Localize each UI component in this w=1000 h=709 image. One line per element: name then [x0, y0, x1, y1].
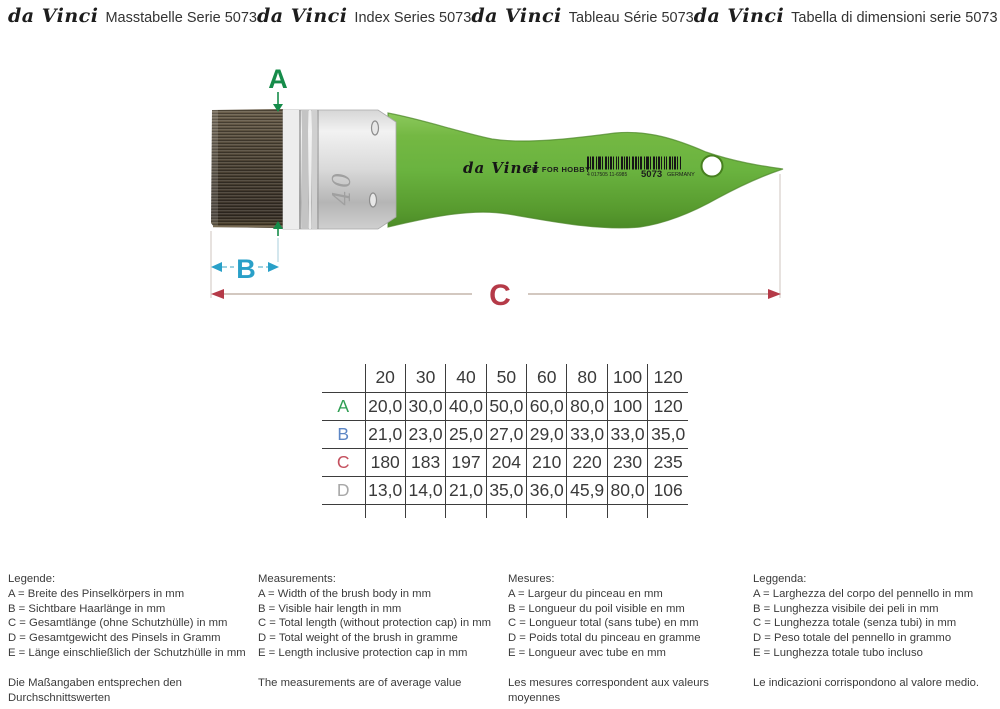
dim-a-label: A: [268, 64, 288, 94]
size-cell: 30,0: [405, 392, 445, 420]
legend-item: E = Longueur avec tube en mm: [508, 646, 666, 659]
handle-range-text: FIT FOR HOBBY: [527, 165, 591, 174]
dim-b-arrow-left-icon: [211, 262, 222, 272]
header-group-fr: [471, 5, 693, 27]
legend-item: E = Length inclusive protection cap in mm: [258, 646, 468, 659]
size-cell: 220: [567, 448, 607, 476]
size-cell: 35,0: [648, 420, 688, 448]
table-row-d: [322, 476, 688, 504]
size-cell: 13,0: [365, 476, 405, 504]
header-title-de: Masstabelle Serie 5073: [105, 10, 257, 26]
legend-note: Les mesures correspondent aux valeurs moyennes: [508, 676, 709, 704]
handle-origin-text: GERMANY: [667, 172, 695, 178]
legend-item: D = Poids total du pinceau en gramme: [508, 632, 701, 645]
size-cell: 120: [648, 392, 688, 420]
legend-item: D = Total weight of the brush in gramme: [258, 632, 458, 645]
size-cell: 36,0: [527, 476, 567, 504]
handle-series-text: 5073: [641, 169, 663, 180]
row-label-a: A: [322, 392, 365, 420]
legend-en: [258, 572, 498, 691]
ferrule-crimp-band: [283, 110, 299, 229]
size-cell: 197: [446, 448, 486, 476]
size-col-header: 120: [648, 364, 688, 392]
size-cell: 20,0: [365, 392, 405, 420]
legend-title: Mesures:: [508, 573, 555, 585]
legend-title: Measurements:: [258, 573, 336, 585]
size-col-header: 100: [607, 364, 647, 392]
dim-c-label: C: [489, 279, 511, 312]
brand-logo: da Vinci: [256, 5, 348, 27]
row-label-c: C: [322, 448, 365, 476]
table-row-c: [322, 448, 688, 476]
size-cell: 27,0: [486, 420, 526, 448]
header-bar: [0, 5, 1000, 27]
header-title-en: Index Series 5073: [354, 10, 472, 26]
legend-item: B = Longueur du poil visible en mm: [508, 602, 685, 615]
row-label-b: B: [322, 420, 365, 448]
legend-item: D = Gesamtgewicht des Pinsels in Gramm: [8, 632, 221, 645]
row-label-d: D: [322, 476, 365, 504]
dim-b-label: B: [236, 254, 256, 284]
brush-bristles-texture: [211, 109, 283, 228]
legend-de: [8, 572, 246, 705]
size-cell: 100: [607, 392, 647, 420]
legend-item: C = Lunghezza totale (senza tubi) in mm: [753, 617, 957, 630]
legend-title: Legende:: [8, 573, 56, 585]
table-row-a: [322, 392, 688, 420]
brand-logo: da Vinci: [8, 5, 99, 27]
size-cell: 21,0: [365, 420, 405, 448]
size-table: [322, 364, 688, 518]
corner-cell: [322, 364, 365, 392]
legend-item: C = Longueur total (sans tube) en mm: [508, 617, 699, 630]
ferrule-rivet-icon: [372, 121, 379, 135]
size-cell: 21,0: [446, 476, 486, 504]
handle-ean-text: 4 017505 11-6985: [587, 172, 628, 178]
legend-title: Leggenda:: [753, 573, 807, 585]
size-cell: 106: [648, 476, 688, 504]
size-cell: 230: [607, 448, 647, 476]
legend-item: C = Gesamtlänge (ohne Schutzhülle) in mm: [8, 617, 228, 630]
bristle-tip-highlight: [211, 110, 218, 227]
legend-note: Die Maßangaben entsprechen den Durchschnittswerten: [8, 676, 182, 704]
table-row-b: [322, 420, 688, 448]
size-cell: 80,0: [567, 392, 607, 420]
legend-item: C = Total length (without protection cap) in mm: [258, 617, 492, 630]
size-cell: 23,0: [405, 420, 445, 448]
legend-item: B = Sichtbare Haarlänge in mm: [8, 602, 166, 615]
ferrule-rivet-icon: [370, 193, 377, 207]
header-group-de: [8, 5, 257, 27]
size-col-header: 80: [567, 364, 607, 392]
legend-item: B = Lunghezza visibile dei peli in mm: [753, 602, 939, 615]
size-cell: 80,0: [607, 476, 647, 504]
header-group-it: [694, 5, 998, 27]
header-title-it: Tabella di dimensioni serie 5073: [791, 10, 998, 26]
legend-item: E = Lunghezza totale tubo incluso: [753, 646, 923, 659]
legend-item: A = Larghezza del corpo del pennello in mm: [753, 587, 974, 600]
size-cell: 33,0: [567, 420, 607, 448]
size-cell: 235: [648, 448, 688, 476]
size-cell: 60,0: [527, 392, 567, 420]
dim-b-arrow-right-icon: [268, 262, 279, 272]
hanging-hole-icon: [702, 156, 723, 177]
size-cell: 40,0: [446, 392, 486, 420]
size-col-header: 60: [527, 364, 567, 392]
size-col-header: 50: [486, 364, 526, 392]
legend-note: Le indicazioni corrispondono al valore medio.: [753, 676, 980, 689]
header-group-en: [257, 5, 471, 27]
legend-fr: [508, 572, 740, 705]
table-stub-row: [322, 504, 688, 518]
size-cell: 25,0: [446, 420, 486, 448]
size-cell: 183: [405, 448, 445, 476]
dim-c-arrow-left-icon: [211, 289, 224, 299]
header-title-fr: Tableau Série 5073: [568, 10, 694, 26]
size-cell: 33,0: [607, 420, 647, 448]
ferrule-ridge: [302, 110, 308, 229]
size-cell: 35,0: [486, 476, 526, 504]
size-col-header: 40: [446, 364, 486, 392]
size-cell: 204: [486, 448, 526, 476]
brand-logo: da Vinci: [693, 5, 785, 27]
size-cell: 180: [365, 448, 405, 476]
legend-item: A = Breite des Pinselkörpers in mm: [8, 587, 185, 600]
brand-logo: da Vinci: [471, 5, 562, 27]
size-cell: 14,0: [405, 476, 445, 504]
legend-item: B = Visible hair length in mm: [258, 602, 402, 615]
brush-figure: [190, 60, 810, 315]
size-cell: 50,0: [486, 392, 526, 420]
ferrule-size-stamp: 40: [328, 170, 356, 206]
handle-brand-text: da Vinci: [463, 159, 540, 177]
legend-item: A = Largeur du pinceau en mm: [508, 587, 663, 600]
legend-item: A = Width of the brush body in mm: [258, 587, 431, 600]
size-cell: 45,9: [567, 476, 607, 504]
size-cell: 29,0: [527, 420, 567, 448]
size-col-header: 30: [405, 364, 445, 392]
ferrule-ridge: [312, 110, 317, 229]
size-cell: 210: [527, 448, 567, 476]
dim-c-arrow-right-icon: [768, 289, 781, 299]
size-table-header-row: [322, 364, 688, 392]
legend-note: The measurements are of average value: [258, 676, 462, 689]
legend-it: [753, 572, 1000, 691]
size-col-header: 20: [365, 364, 405, 392]
legend-item: D = Peso totale del pennello in grammo: [753, 632, 952, 645]
legend-item: E = Länge einschließlich der Schutzhülle in mm: [8, 646, 246, 659]
